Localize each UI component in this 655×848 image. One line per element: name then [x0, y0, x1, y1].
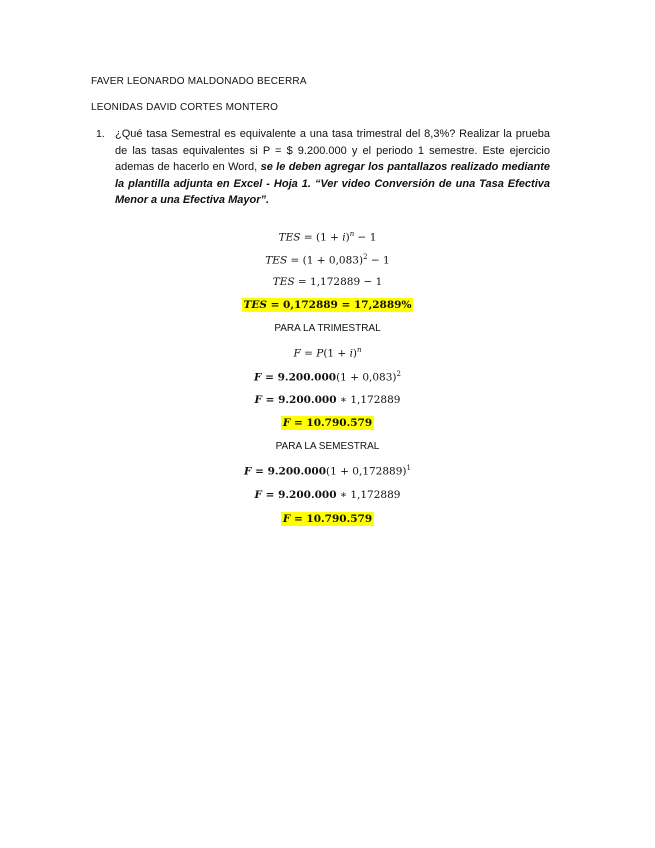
- author-name-2: LEONIDAS DAVID CORTES MONTERO: [91, 102, 279, 113]
- question-text-plain: ¿Qué tasa Semestral es equivalente a una tasa trimestral del 8,3%? Realizar la prueba de las tasas equivalentes si P = $ 9.200.000 y el periodo 1 semestre. Este ejercicio ademas de hacerlo en Word,: [115, 128, 550, 173]
- formula-tes-result: TES = 0,172889 = 17,2889%: [243, 299, 412, 311]
- formula-future-value-trimestral-result: F = 10.790.579: [282, 417, 373, 429]
- formula-tes-computed: TES = 1,172889 − 1: [272, 276, 383, 288]
- formula-future-value-semestral: $F = 9.200.000(1 + 0,172889)^1$: [244, 464, 411, 478]
- question-text: [115, 126, 550, 209]
- formula-tes-general: TES = $(1 + i)^n - 1$: [278, 230, 377, 244]
- heading-trimestral: PARA LA TRIMESTRAL: [274, 323, 381, 334]
- formula-future-value-general: $F = P(1 + i)^n$: [293, 346, 362, 360]
- question-text-emphasis: se le deben agregar los pantallazos realizado mediante la plantilla adjunta en Excel - Hoja 1. “Ver video Conversión de una Tasa Efectiva Menor a una Efectiva Mayor”.: [115, 161, 550, 206]
- formula-future-value-semestral-result: F = 10.790.579: [282, 513, 373, 525]
- author-name-1: FAVER LEONARDO MALDONADO BECERRA: [91, 76, 307, 87]
- formula-tes-substituted: TES = $(1 + 0,083)^2 - 1$: [265, 253, 390, 267]
- question-number: 1.: [96, 128, 105, 140]
- formula-future-value-semestral-product: F = 9.200.000 ∗ 1,172889: [254, 489, 401, 501]
- formula-future-value-trimestral: $F = 9.200.000(1 + 0,083)^2$: [254, 370, 401, 384]
- formula-future-value-trimestral-product: F = 9.200.000 ∗ 1,172889: [254, 394, 401, 406]
- heading-semestral: PARA LA SEMESTRAL: [275, 441, 380, 452]
